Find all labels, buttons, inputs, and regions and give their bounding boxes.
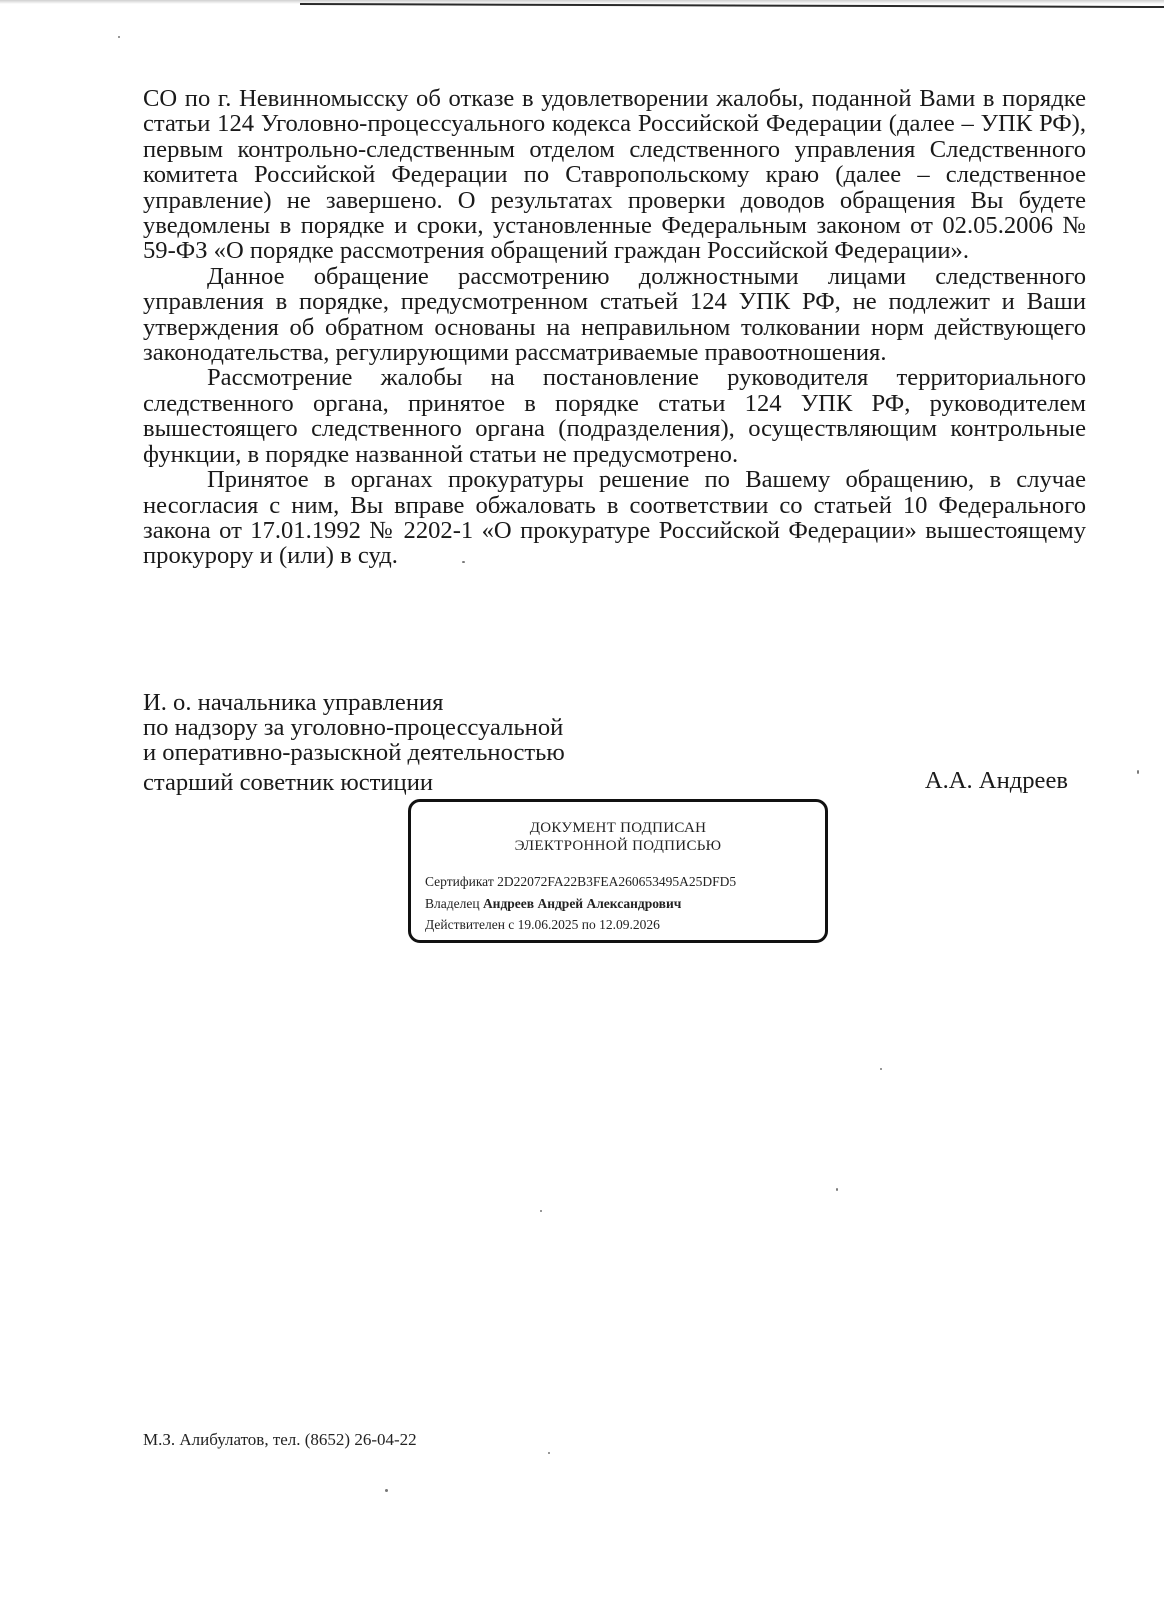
paragraph-1: СО по г. Невинномысску об отказе в удовлетворении жалобы, поданной Вами в порядке статьи 124 Уголовно-процессуального кодекса Российской Федерации (далее – УПК РФ), первым контрольно-следственным отделом следственного управления Следственного комитета Российской Федерации по Ставропольскому краю (далее – следственное управление) не завершено. О результатах проверки доводов обращения Вы будете уведомлены в порядке и сроки, установленные Федеральным законом от 02.05.2006 № 59-ФЗ «О порядке рассмотрения обращений граждан Российской Федерации». [143,85,1086,265]
scan-speck [548,1452,550,1454]
owner-label: Владелец [425,896,480,911]
certificate-value: 2D22072FA22B3FEA260653495A25DFD5 [497,874,737,889]
stamp-owner-row [425,896,681,912]
stamp-header-line-1: ДОКУМЕНТ ПОДПИСАН [529,820,707,836]
scan-speck [836,1188,838,1191]
letter-body [143,86,1086,569]
stamp-validity-row [425,917,660,933]
signatory-position [143,690,565,765]
paragraph-2: Данное обращение рассмотрению должностными лицами следственного управления в порядке, предусмотренном статьей 124 УПК РФ, не подлежит и Ваши утверждения об обратном основаны на неправильном толковании норм действующего законодательства, регулирующими рассматриваемые правоотношения. [143,262,1086,367]
scan-speck [880,1068,882,1070]
signatory-name: А.А. Андреев [924,767,1068,794]
stamp-header-line-2: ЭЛЕКТРОННОЙ ПОДПИСЬЮ [514,838,722,854]
scan-speck [540,1210,542,1212]
position-line-3: и оперативно-разыскной деятельностью [143,739,565,766]
validity-label: Действителен с [425,917,515,932]
signatory-rank: старший советник юстиции [143,769,434,796]
scan-speck [1137,770,1139,774]
scan-speck [462,561,465,563]
validity-to-label: по [581,917,596,932]
scan-edge [0,0,1164,14]
certificate-label: Сертификат [425,874,494,889]
position-line-1: И. о. начальника управления [143,689,444,716]
executor-contact: М.З. Алибулатов, тел. (8652) 26-04-22 [143,1430,417,1449]
valid-from: 19.06.2025 [517,917,579,932]
scan-speck [385,1489,388,1492]
owner-value: Андреев Андрей Александрович [482,896,682,911]
paragraph-3: Рассмотрение жалобы на постановление руководителя территориального следственного органа, принятое в порядке статьи 124 УПК РФ, руководителем вышестоящего следственного органа (подразделения), осуществляющим контрольные функции, в порядке названной статьи не предусмотрено. [143,364,1086,468]
electronic-signature-stamp [408,799,828,943]
valid-to: 12.09.2026 [599,917,660,932]
position-line-2: по надзору за уголовно-процессуальной [143,714,564,741]
paragraph-4: Принятое в органах прокуратуры решение по Вашему обращению, в случае несогласия с ним, Вы вправе обжаловать в соответствии со статьей 10 Федерального закона от 17.01.1992 № 2202-1 «О прокуратуре Российской Федерации» вышестоящему прокурору и (или) в суд. [143,466,1086,570]
stamp-certificate-row [425,874,736,890]
scan-speck [118,36,120,38]
